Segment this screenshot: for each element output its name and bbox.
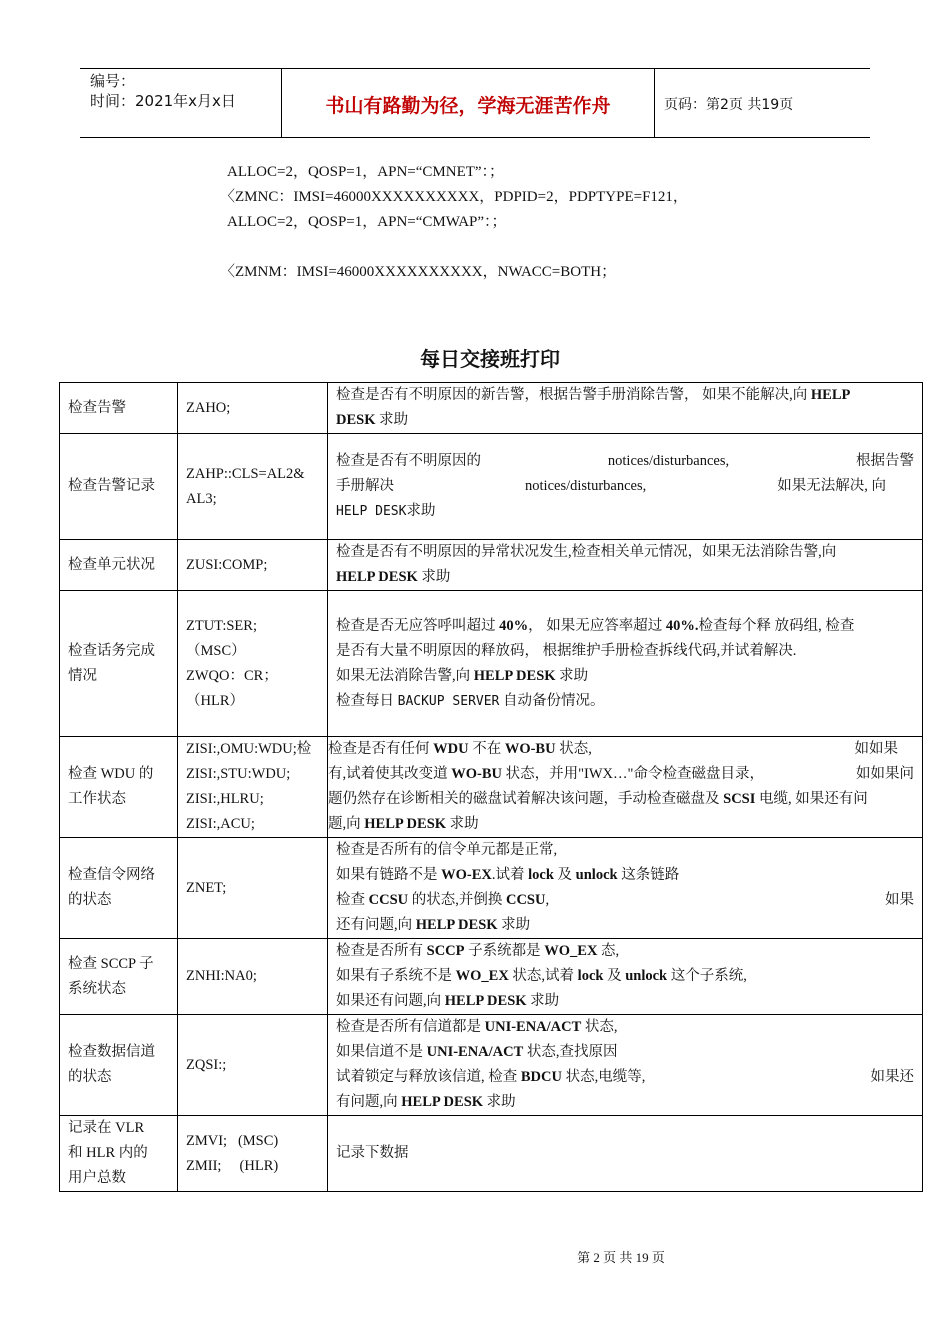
header-time-label: 时间：2021年x月x日 [90,92,236,110]
description-cell [328,1116,923,1192]
description-line: 检查是否所有 SCCP 子系统都是 WO_EX 态, [336,943,620,959]
description-cell [328,540,923,591]
table-row [60,434,923,540]
description-text: 检查每个释 放码组, 检查 [698,617,855,634]
description-line: 如果有子系统不是 WO_EX 状态,试着 lock 及 unlock 这个子系统, [336,968,747,984]
command: ZMVI; (MSC) [186,1132,279,1149]
description-line [336,449,914,474]
command: ZNHI:NA0; [186,968,257,984]
command [186,812,319,837]
command-cell [178,434,328,540]
command: ZMII; (HLR) [186,1157,279,1174]
check-item: 的状态 [68,1069,112,1085]
check-item: 检查信令网络 [68,867,155,883]
check-item: 记录在 VLR [68,1120,145,1136]
description-text: 手册解决 [336,478,394,494]
command-cell [178,540,328,591]
header-page-info: 页码：第2页 共19页 [664,97,794,113]
description-text: 求助 [555,667,589,684]
page-header [80,68,870,138]
description-line [336,1065,914,1090]
table-row [60,838,923,939]
description-text: ， 如果无应答率超过 [528,617,666,634]
description-text: 检查是否有不明原因的 [336,453,481,469]
description-cell [328,838,923,939]
description-text: HELP DESK [473,667,556,684]
description-text: 如果 [885,892,914,908]
description-line [336,888,914,913]
command-cell [178,591,328,737]
description-line: 检查是否所有信道都是 UNI-ENA/ACT 状态, [336,1019,618,1035]
description-text: 自动备份情况。 [503,692,605,709]
description-line [336,565,914,590]
header-divider [654,69,655,137]
header-motto: 书山有路勤为径，学海无涯苦作舟 [325,95,611,117]
table-row [60,1015,923,1116]
description-text: 根据告警 [856,453,914,469]
description-line [336,689,914,714]
command: ZUSI:COMP; [186,556,268,573]
command: ZNET; [186,879,227,896]
check-item-cell [60,939,178,1015]
description-line [336,474,914,499]
description-line [336,614,914,639]
description-cell [328,939,923,1015]
command-cell [178,383,328,434]
description-text: 如如果 [854,741,898,757]
command-cell [178,939,328,1015]
description-text: 试着锁定与释放该信道, 检查 BDCU 状态,电缆等, [336,1069,646,1085]
description-text: 如如果问 [856,766,914,782]
table-row [60,1116,923,1192]
check-item: 检查 SCCP 子 [68,955,154,972]
table-row [60,383,923,434]
check-item: 检查话务完成 [68,642,155,659]
check-item: 的状态 [68,892,112,908]
description-line: 还有问题,向 HELP DESK 求助 [336,917,531,933]
header-number-label: 编号： [90,72,136,90]
description-line: 题,向 HELP DESK 求助 [328,816,479,832]
description-line: 检查是否有不明原因的异常状况发生,检查相关单元情况，如果无法消除告警,向 [336,544,837,560]
command: AL3; [186,490,217,507]
overflow-text: 检 [296,741,312,757]
shift-check-table [59,382,923,1192]
command-text: ZISI:,ACU; [186,816,255,832]
command-line: 〈ZMNM：IMSI=46000XXXXXXXXXX，NWACC=BOTH； [220,264,617,280]
command-text: ZISI:,OMU:WDU; [186,741,297,757]
command: ZTUT:SER; [186,617,257,634]
description-text: HELP DESK [336,569,418,585]
description-text: DESK [336,412,376,428]
description-cell [328,383,923,434]
description-text: 求助 [375,412,409,428]
command-cell [178,838,328,939]
description-text: 求助 [417,569,451,585]
command: ZWQO：CR； [186,667,278,684]
description-text: 40%. [665,617,699,634]
description-text: HELP [810,387,851,403]
description-text: BACKUP SERVER [397,693,500,709]
check-item-cell [60,1015,178,1116]
table-row [60,737,923,838]
description-cell [328,591,923,737]
check-item: 系统状态 [68,980,126,997]
description-line: 如果还有问题,向 HELP DESK 求助 [336,993,560,1009]
section-title: 每日交接班打印 [420,347,560,371]
description-text: 40% [499,617,529,634]
description-line: 检查是否所有的信令单元都是正常, [336,842,558,858]
command [186,787,319,812]
command-text: ZISI:,STU:WDU; [186,766,291,782]
description-text: 检查 CCSU 的状态,并倒换 CCSU, [336,892,550,908]
check-item-cell [60,1116,178,1192]
check-item: 工作状态 [68,791,126,807]
check-item: 检查数据信道 [68,1044,155,1060]
description-text: 如果无法消除告警,向 [336,667,474,684]
command-line: ALLOC=2，QOSP=1，APN=“CMWAP”：； [227,214,507,230]
description-line [336,499,914,524]
description-cell [328,737,923,838]
table-row [60,540,923,591]
command [186,762,319,787]
description-text: HELP DESK [336,504,407,519]
table-row [60,939,923,1015]
check-item-cell [60,838,178,939]
description-text: notices/disturbances, [525,478,647,494]
command-line: 〈ZMNC：IMSI=46000XXXXXXXXXX，PDPID=2，PDPTYPE=F121， [220,189,688,205]
description-text: 检查每日 [336,692,394,709]
description-text: notices/disturbances, [607,453,730,469]
check-item: 和 HLR 内的 [68,1145,148,1161]
page-footer: 第 2 页 共 19 页 [577,1250,665,1265]
description-line [336,664,914,689]
description-line [336,408,914,433]
check-item-cell [60,383,178,434]
description-cell [328,1015,923,1116]
description-line: 如果信道不是 UNI-ENA/ACT 状态,查找原因 [336,1044,618,1060]
check-item-cell [60,540,178,591]
command-cell [178,1015,328,1116]
description-text: 求助 [406,503,436,519]
command: ZQSI:; [186,1056,227,1073]
check-item: 检查告警记录 [68,478,155,494]
command: （MSC） [186,642,246,659]
description-text: 检查是否有不明原因的新告警，根据告警手册消除告警， 如果不能解决,向 [336,387,811,403]
description-text: 检查是否无应答呼叫超过 [336,617,500,634]
description-line [328,762,914,787]
description-cell [328,434,923,540]
check-item-cell [60,737,178,838]
header-meta [90,71,236,111]
check-item: 检查告警 [68,399,126,416]
command: ZAHP::CLS=AL2& [186,465,305,482]
check-item-cell [60,434,178,540]
description-line: 如果有链路不是 WO-EX.试着 lock 及 unlock 这条链路 [336,867,680,883]
check-item: 检查 WDU 的 [68,766,154,782]
table-row [60,591,923,737]
check-item: 情况 [68,667,97,684]
check-item-cell [60,591,178,737]
description-text: 如果无法解决, 向 [777,478,886,494]
command: ZAHO; [186,399,231,416]
description-line: 有问题,向 HELP DESK 求助 [336,1094,516,1110]
description-line [328,737,914,762]
description-line: 题仍然存在诊断相关的磁盘试着解决该问题，手动检查磁盘及 SCSI 电缆, 如果还有问 [328,791,868,807]
check-item: 检查单元状况 [68,556,155,573]
description-line: 是否有大量不明原因的释放码， 根据维护手册检查拆线代码,并试着解决. [336,642,797,659]
command-line: ALLOC=2，QOSP=1，APN=“CMNET”：； [227,164,505,180]
description-line [336,383,914,408]
command [186,737,319,762]
description-text: 有,试着使其改变道 WO-BU 状态，并用"IWX…"命令检查磁盘目录， [328,766,764,782]
check-item: 用户总数 [68,1170,126,1186]
command-cell [178,737,328,838]
description-text: 检查是否有任何 WDU 不在 WO-BU 状态, [328,741,592,757]
command-cell [178,1116,328,1192]
command: （HLR） [186,692,244,709]
description-text: 如果还 [870,1069,914,1085]
command-text: ZISI:,HLRU; [186,791,264,807]
description-text: 记录下数据 [336,1145,409,1161]
